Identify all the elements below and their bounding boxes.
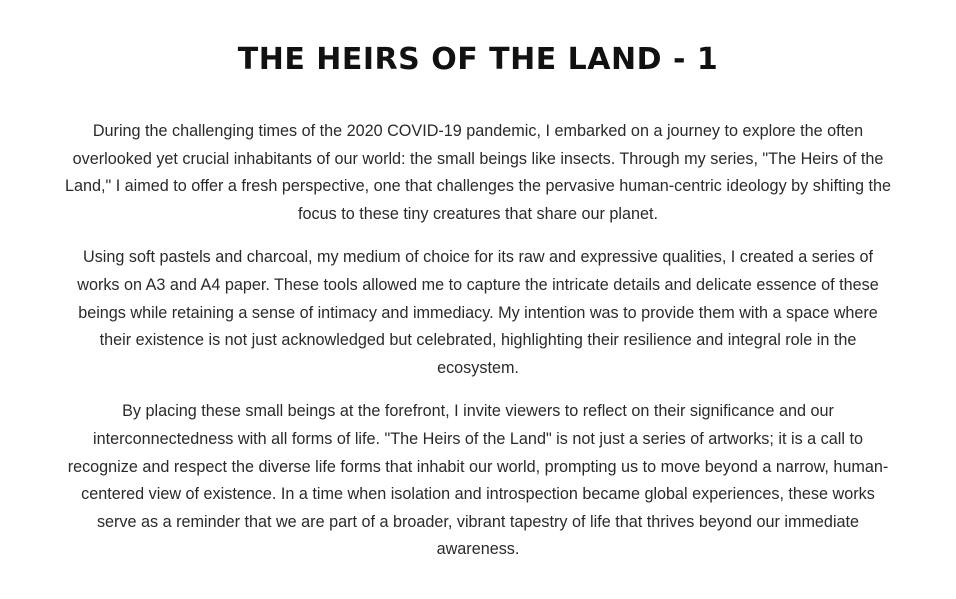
statement-paragraph-1: During the challenging times of the 2020 COVID-19 pandemic, I embarked on a journey to explore the often overlooked yet crucial inhabitants of our world: the small beings like insects. Through my series, "The Heirs of the Land," I aimed to offer a fresh perspective, one that challenges the pervasive human-centric ideology by shifting the focus to these tiny creatures that share our planet. xyxy=(64,122,892,223)
statement-body xyxy=(63,118,893,564)
statement-paragraph-2: Using soft pastels and charcoal, my medium of choice for its raw and expressive qualities, I created a series of works on A3 and A4 paper. These tools allowed me to capture the intricate details and delicate essence of these beings while retaining a sense of intimacy and immediacy. My intention was to provide them with a space where their existence is not just acknowledged but celebrated, highlighting their resilience and integral role in the ecosystem. xyxy=(77,248,879,377)
statement-paragraph-3: By placing these small beings at the forefront, I invite viewers to reflect on their significance and our interconnectedness with all forms of life. "The Heirs of the Land" is not just a series of artworks; it is a call to recognize and respect the diverse life forms that inhabit our world, prompting us to move beyond a narrow, human-centered view of existence. In a time when isolation and introspection became global experiences, these works serve as a reminder that we are part of a broader, vibrant tapestry of life that thrives beyond our immediate awareness. xyxy=(67,402,889,559)
page-title: THE HEIRS OF THE LAND - 1 xyxy=(237,42,719,77)
